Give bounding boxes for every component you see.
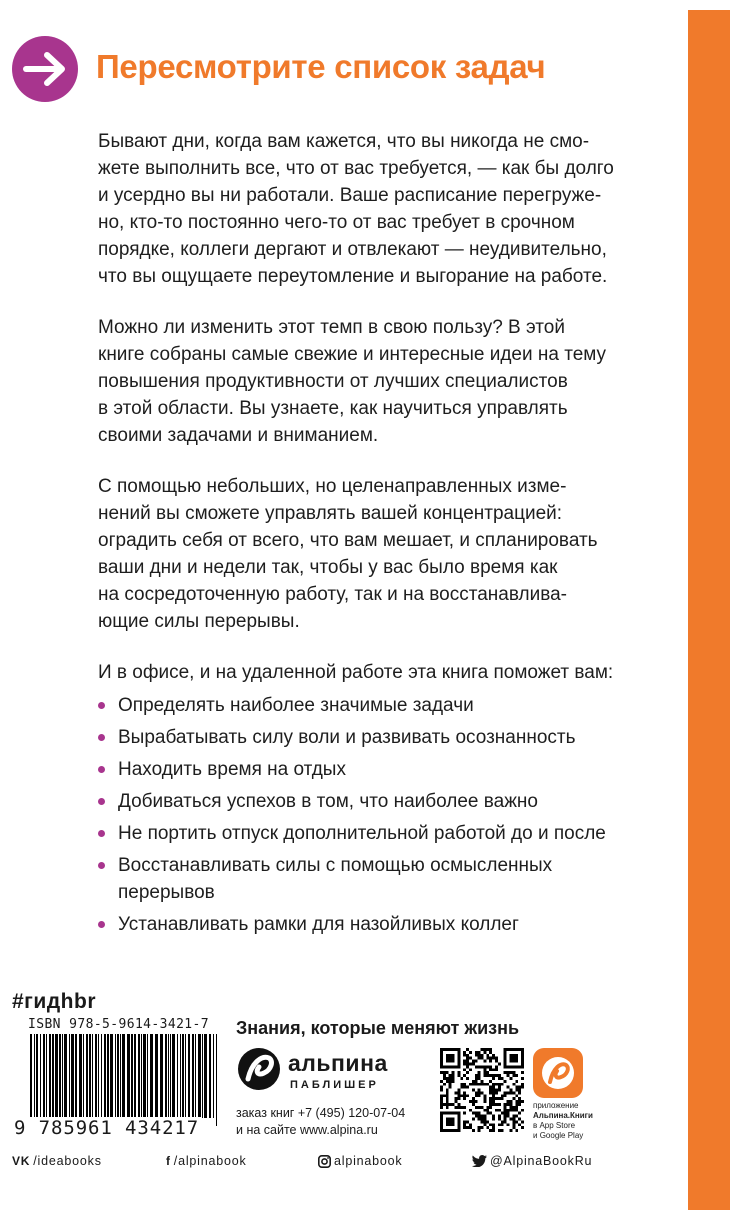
list-intro: И в офисе, и на удаленной работе эта книга поможет вам: bbox=[98, 662, 614, 683]
page-title: Пересмотрите список задач bbox=[96, 48, 546, 85]
bullet-dot-icon bbox=[98, 830, 105, 837]
list-item-text: Определять наиболее значимые задачи bbox=[118, 695, 474, 716]
social-vk bbox=[12, 1154, 102, 1168]
social-facebook bbox=[166, 1154, 247, 1168]
arrow-right-icon bbox=[12, 36, 78, 102]
publisher-logo bbox=[236, 1046, 416, 1098]
list-item bbox=[98, 692, 668, 719]
list-item bbox=[98, 911, 668, 938]
app-promo bbox=[533, 1101, 593, 1141]
bullet-dot-icon bbox=[98, 766, 105, 773]
bullet-dot-icon bbox=[98, 702, 105, 709]
publisher-slogan: Знания, которые меняют жизнь bbox=[236, 1018, 520, 1038]
bullet-dot-icon bbox=[98, 862, 105, 869]
instagram-icon bbox=[318, 1155, 331, 1168]
section-header bbox=[12, 36, 672, 106]
social-facebook-handle: /alpinabook bbox=[173, 1154, 247, 1168]
barcode-digits: 9 785961 434217 bbox=[14, 1117, 200, 1139]
barcode-image bbox=[30, 1034, 220, 1126]
vk-icon: VK bbox=[12, 1154, 31, 1168]
social-instagram-handle: alpinabook bbox=[334, 1154, 403, 1168]
bullet-dot-icon bbox=[98, 921, 105, 928]
publisher-name: альпина bbox=[288, 1050, 388, 1076]
description-text bbox=[98, 128, 668, 943]
facebook-icon: f bbox=[166, 1154, 171, 1168]
social-twitter-handle: @AlpinaBookRu bbox=[490, 1154, 593, 1168]
list-item-text: Вырабатывать силу воли и развивать осознанность bbox=[118, 727, 576, 748]
list-item bbox=[98, 788, 668, 815]
social-twitter bbox=[472, 1154, 592, 1168]
hashtag: #гидhbr bbox=[12, 990, 96, 1013]
order-contacts bbox=[236, 1105, 405, 1139]
list-item-text: Не портить отпуск дополнительной работой до и после bbox=[118, 823, 606, 844]
order-site: и на сайте www.alpina.ru bbox=[236, 1123, 378, 1137]
app-promo-line: приложение bbox=[533, 1101, 579, 1110]
social-vk-handle: /ideabooks bbox=[33, 1154, 102, 1168]
isbn-label: ISBN 978-5-9614-3421-7 bbox=[28, 1017, 209, 1032]
list-item bbox=[98, 820, 668, 847]
paragraph-3: С помощью небольших, но целенаправленных изме- нений вы сможете управлять вашей концентрацией: оградить себя от всего, что вам мешает, и спланировать ваши дни и недели так, чтобы у вас было время как на сосредоточенную работу, так и на восстанавлива- ющие силы перерывы. bbox=[98, 476, 598, 632]
list-item-text: Добиваться успехов в том, что наиболее важно bbox=[118, 791, 538, 812]
benefits-list bbox=[98, 692, 668, 938]
alpina-books-app-icon bbox=[533, 1048, 583, 1098]
qr-code-image bbox=[440, 1048, 524, 1132]
list-item bbox=[98, 756, 668, 783]
publisher-subtitle: ПАБЛИШЕР bbox=[290, 1079, 379, 1091]
list-item bbox=[98, 724, 668, 751]
paragraph-1: Бывают дни, когда вам кажется, что вы никогда не смо- жете выполнить все, что от вас требуется, — как бы долго и усердно вы ни работали. Ваше расписание перегруже- но, кто-то постоянно чего-то от вас требует в срочном порядке, коллеги дергают и отвлекают — неудивительно, что вы ощущаете переутомление и выгорание на работе. bbox=[98, 131, 614, 287]
list-item bbox=[98, 852, 668, 906]
app-promo-name: Альпина.Книги bbox=[533, 1111, 593, 1120]
social-instagram bbox=[318, 1154, 402, 1168]
app-promo-line: в App Store bbox=[533, 1121, 576, 1130]
bullet-dot-icon bbox=[98, 734, 105, 741]
app-promo-line: и Google Play bbox=[533, 1131, 584, 1140]
orange-side-strip bbox=[688, 10, 730, 1210]
list-item-text: Восстанавливать силы с помощью осмысленных перерывов bbox=[118, 855, 553, 903]
alpina-logo-icon bbox=[236, 1046, 282, 1092]
list-item-text: Находить время на отдых bbox=[118, 759, 346, 780]
bullet-dot-icon bbox=[98, 798, 105, 805]
twitter-bird-icon bbox=[472, 1155, 487, 1167]
list-item-text: Устанавливать рамки для назойливых коллег bbox=[118, 914, 519, 935]
paragraph-2: Можно ли изменить этот темп в свою пользу? В этой книге собраны самые свежие и интересные идеи на тему повышения продуктивности от лучших специалистов в этой области. Вы узнаете, как научиться управлять своими задачами и вниманием. bbox=[98, 317, 607, 446]
order-phone: заказ книг +7 (495) 120-07-04 bbox=[236, 1106, 406, 1120]
